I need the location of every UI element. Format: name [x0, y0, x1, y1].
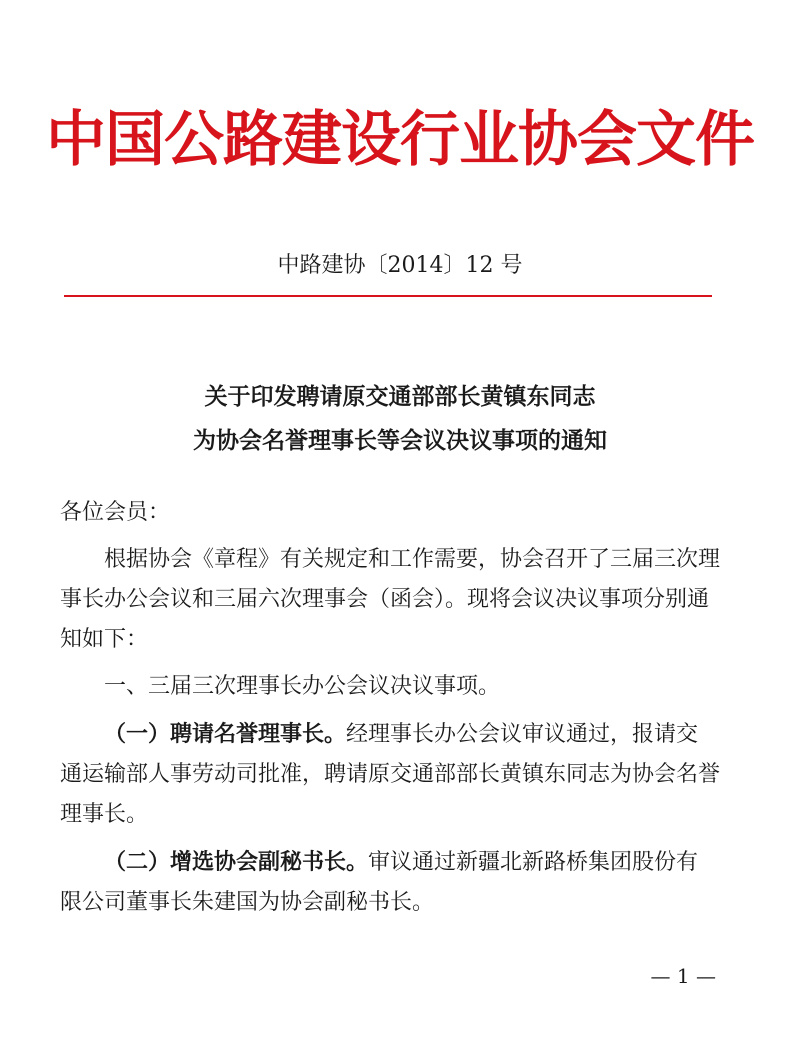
item-1-paragraph	[60, 714, 720, 835]
document-number: 中路建协〔2014〕12 号	[277, 253, 523, 278]
item-1-text: 经理事长办公会议审议通过，报请交通运输部人事劳动司批准，聘请原交通部部长黄镇东同志为协会名誉理事长。	[60, 722, 721, 827]
notice-body	[60, 493, 720, 930]
notice-title	[40, 375, 760, 463]
salutation: 各位会员：	[60, 500, 171, 525]
notice-title-line-1: 关于印发聘请原交通部部长黄镇东同志	[204, 383, 596, 410]
item-2-label: （二）增选协会副秘书长。	[104, 849, 369, 875]
org-header-title: 中国公路建设行业协会文件	[46, 105, 754, 175]
red-divider-line	[64, 295, 712, 297]
item-2-text: 审议通过新疆北新路桥集团股份有限公司董事长朱建国为协会副秘书长。	[60, 850, 699, 915]
item-2-paragraph	[60, 842, 720, 923]
intro-paragraph: 根据协会《章程》有关规定和工作需要，协会召开了三届三次理事长办公会议和三届六次理事会（函会）。现将会议决议事项分别通知如下：	[60, 547, 721, 652]
item-1-label: （一）聘请名誉理事长。	[104, 721, 347, 747]
page-number: — 1 —	[650, 964, 716, 988]
notice-title-line-2: 为协会名誉理事长等会议决议事项的通知	[193, 427, 607, 454]
section-1-heading: 一、三届三次理事长办公会议决议事项。	[104, 674, 501, 699]
